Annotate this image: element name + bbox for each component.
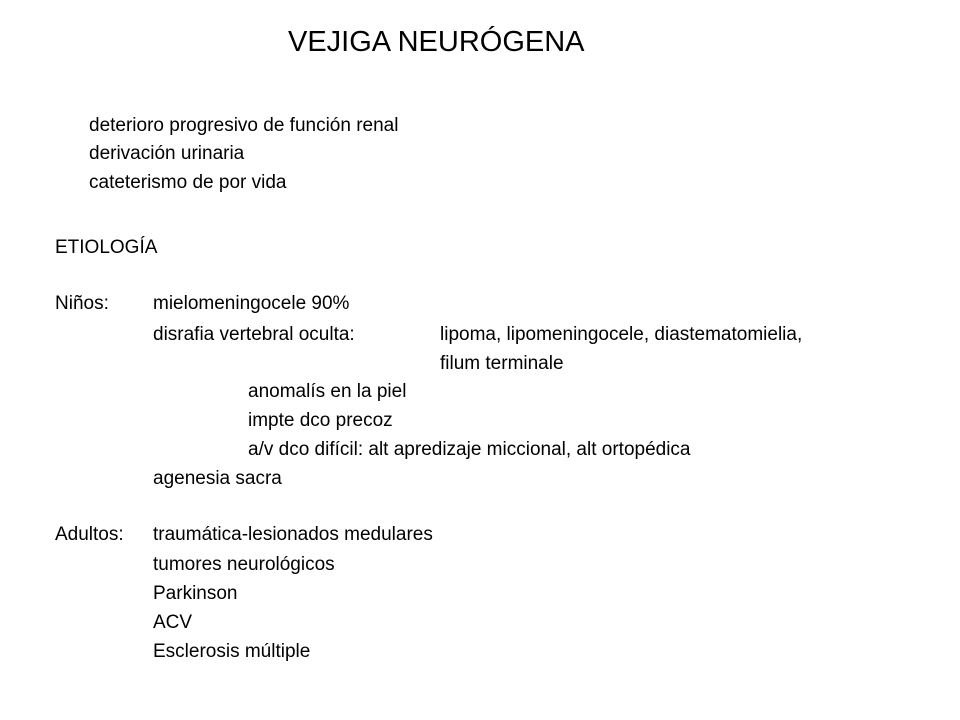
adults-item-trauma: traumática-lesionados medulares <box>153 524 433 545</box>
children-note-skin: anomalís en la piel <box>248 381 407 402</box>
adults-label: Adultos: <box>55 524 124 545</box>
children-item-dysraphism-detail-1: lipoma, lipomeningocele, diastematomielia, <box>440 324 803 345</box>
children-item-dysraphism-detail-2: filum terminale <box>440 353 564 374</box>
children-note-difficult-diagnosis: a/v dco difícil: alt apredizaje miccional, alt ortopédica <box>248 439 691 460</box>
children-label: Niños: <box>55 293 109 314</box>
intro-point-derivation: derivación urinaria <box>89 143 245 164</box>
adults-item-parkinson: Parkinson <box>153 583 238 604</box>
adults-item-multiple-sclerosis: Esclerosis múltiple <box>153 641 311 662</box>
intro-point-catheterism: cateterismo de por vida <box>89 172 287 193</box>
children-item-sacral-agenesis: agenesia sacra <box>153 468 282 489</box>
intro-point-renal: deterioro progresivo de función renal <box>89 115 399 136</box>
adults-item-tumors: tumores neurológicos <box>153 554 335 575</box>
etiology-heading: ETIOLOGÍA <box>55 237 158 258</box>
children-item-myelomeningocele: mielomeningocele 90% <box>153 293 350 314</box>
children-item-dysraphism-label: disrafia vertebral oculta: <box>153 324 355 345</box>
slide-title: VEJIGA NEURÓGENA <box>288 26 585 58</box>
children-note-early-diagnosis: impte dco precoz <box>248 410 393 431</box>
adults-item-acv: ACV <box>153 612 193 633</box>
